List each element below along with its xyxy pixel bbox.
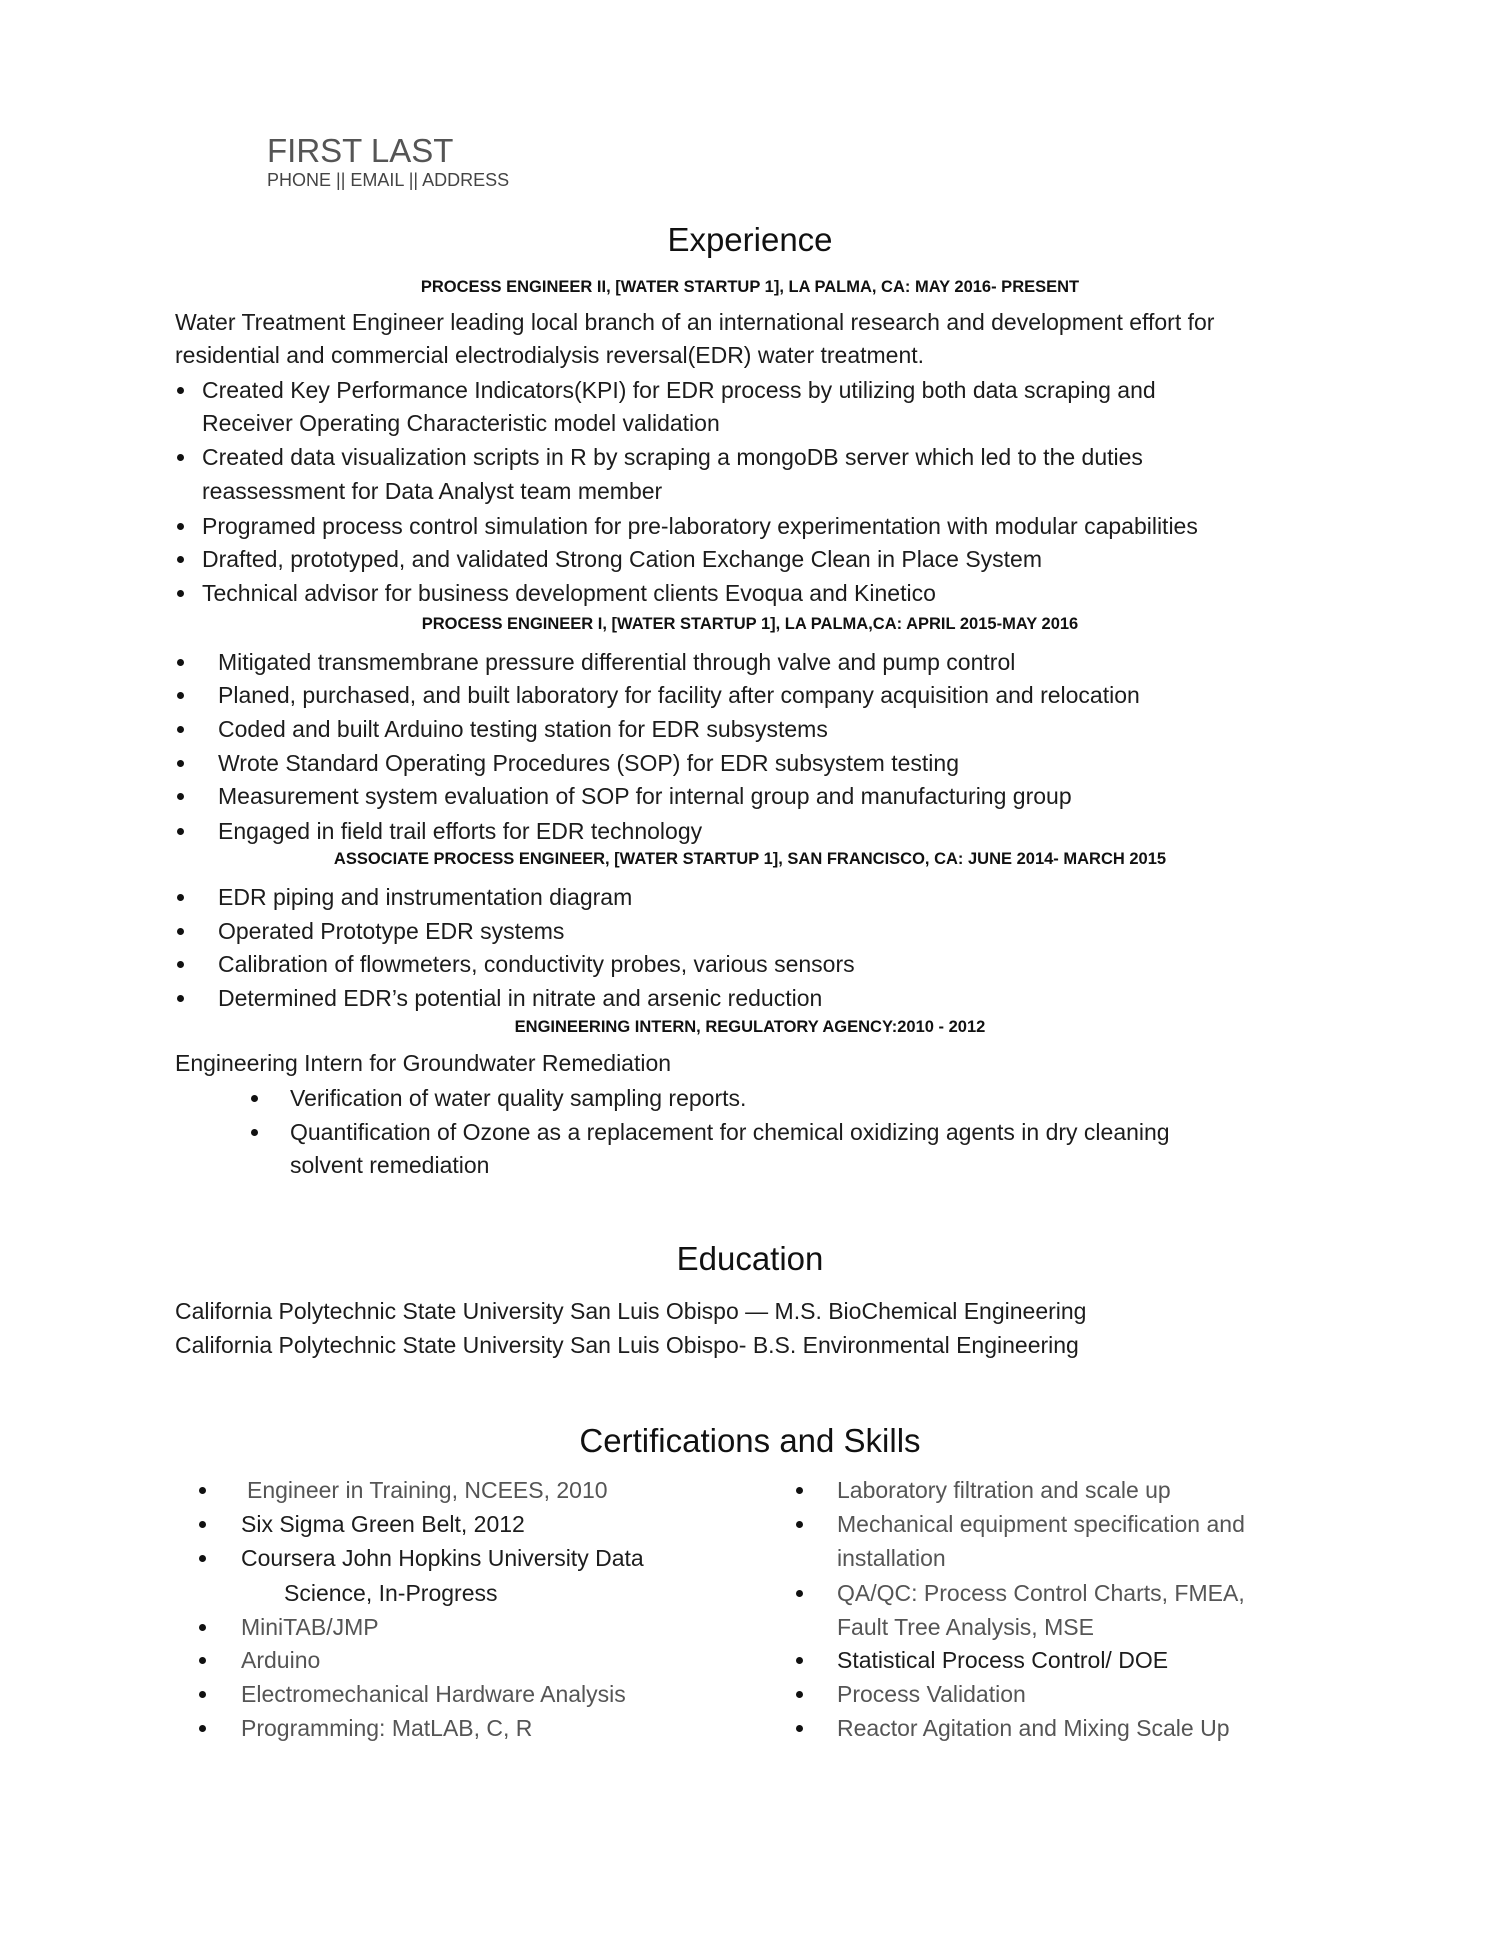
skill-item: QA/QC: Process Control Charts, FMEA, [837,1580,1245,1606]
skill-item: Programming: MatLAB, C, R [241,1715,533,1741]
skill-item: Process Validation [837,1681,1026,1707]
list-item: Planed, purchased, and built laboratory for facility after company acquisition and relocation [218,682,1140,708]
bullet-icon [796,1521,803,1528]
skill-item: Arduino [241,1647,321,1673]
skill-item: Mechanical equipment specification and [837,1511,1245,1537]
bullet-icon [177,556,184,563]
bullet-icon [177,387,184,394]
job-summary: Water Treatment Engineer leading local branch of an international research and development effort for [175,309,1215,335]
bullet-icon [177,995,184,1002]
bullet-icon [177,454,184,461]
list-item: reassessment for Data Analyst team member [202,478,663,504]
bullet-icon [199,1624,206,1631]
bullet-icon [199,1555,206,1562]
bullet-icon [177,523,184,530]
candidate-name: FIRST LAST [267,132,454,169]
bullet-icon [796,1487,803,1494]
job-summary: Engineering Intern for Groundwater Remediation [175,1050,672,1076]
education-item: California Polytechnic State University San Luis Obispo- B.S. Environmental Engineering [175,1332,1079,1358]
list-item: Determined EDR’s potential in nitrate and arsenic reduction [218,985,823,1011]
bullet-icon [177,659,184,666]
skill-item: Fault Tree Analysis, MSE [837,1614,1094,1640]
skill-item: Reactor Agitation and Mixing Scale Up [837,1715,1230,1741]
bullet-icon [177,928,184,935]
bullet-icon [796,1657,803,1664]
bullet-icon [199,1657,206,1664]
bullet-icon [251,1129,258,1136]
job-title: ENGINEERING INTERN, REGULATORY AGENCY:2010 - 2012 [514,1018,986,1036]
list-item: Technical advisor for business development clients Evoqua and Kinetico [202,580,936,606]
bullet-icon [796,1590,803,1597]
list-item: Calibration of flowmeters, conductivity probes, various sensors [218,951,855,977]
education-item: California Polytechnic State University San Luis Obispo — M.S. BioChemical Engineering [175,1298,1087,1324]
skill-item: Six Sigma Green Belt, 2012 [241,1511,525,1537]
skill-item: Laboratory filtration and scale up [837,1477,1171,1503]
bullet-icon [177,793,184,800]
bullet-icon [177,726,184,733]
job-summary: residential and commercial electrodialysis reversal(EDR) water treatment. [175,342,925,368]
list-item: Created data visualization scripts in R by scraping a mongoDB server which led to the duties [202,444,1143,470]
bullet-icon [199,1725,206,1732]
bullet-icon [796,1725,803,1732]
bullet-icon [177,590,184,597]
skill-item: Coursera John Hopkins University Data [241,1545,644,1571]
list-item: Engaged in field trail efforts for EDR technology [218,818,703,844]
job-title: ASSOCIATE PROCESS ENGINEER, [WATER STARTUP 1], SAN FRANCISCO, CA: JUNE 2014- MARCH 2015 [333,850,1167,868]
bullet-icon [177,894,184,901]
bullet-icon [199,1521,206,1528]
bullet-icon [177,692,184,699]
skill-item: Science, In-Progress [284,1580,498,1606]
bullet-icon [177,760,184,767]
job-title: PROCESS ENGINEER II, [WATER STARTUP 1], LA PALMA, CA: MAY 2016- PRESENT [420,278,1080,296]
list-item: Receiver Operating Characteristic model validation [202,410,720,436]
list-item: Drafted, prototyped, and validated Strong Cation Exchange Clean in Place System [202,546,1042,572]
bullet-icon [177,828,184,835]
skills-heading: Certifications and Skills [579,1422,921,1459]
education-heading: Education [676,1240,824,1277]
bullet-icon [796,1691,803,1698]
list-item: Programed process control simulation for pre-laboratory experimentation with modular capabilities [202,513,1198,539]
bullet-icon [199,1487,206,1494]
job-title: PROCESS ENGINEER I, [WATER STARTUP 1], LA PALMA,CA: APRIL 2015-MAY 2016 [421,615,1079,633]
list-item: Coded and built Arduino testing station for EDR subsystems [218,716,828,742]
skill-item: Statistical Process Control/ DOE [837,1647,1169,1673]
bullet-icon [177,961,184,968]
bullet-icon [251,1095,258,1102]
skill-item: installation [837,1545,946,1571]
list-item: Measurement system evaluation of SOP for internal group and manufacturing group [218,783,1072,809]
skill-item: Engineer in Training, NCEES, 2010 [247,1477,608,1503]
list-item: Quantification of Ozone as a replacement for chemical oxidizing agents in dry cleaning [290,1119,1170,1145]
list-item: Mitigated transmembrane pressure differential through valve and pump control [218,649,1016,675]
list-item: Wrote Standard Operating Procedures (SOP) for EDR subsystem testing [218,750,959,776]
list-item: solvent remediation [290,1152,490,1178]
experience-heading: Experience [667,221,833,258]
list-item: Verification of water quality sampling reports. [290,1085,747,1111]
bullet-icon [199,1691,206,1698]
list-item: Operated Prototype EDR systems [218,918,565,944]
contact-info: PHONE || EMAIL || ADDRESS [267,170,510,190]
skill-item: Electromechanical Hardware Analysis [241,1681,626,1707]
list-item: EDR piping and instrumentation diagram [218,884,633,910]
skill-item: MiniTAB/JMP [241,1614,379,1640]
list-item: Created Key Performance Indicators(KPI) for EDR process by utilizing both data scraping and [202,377,1156,403]
